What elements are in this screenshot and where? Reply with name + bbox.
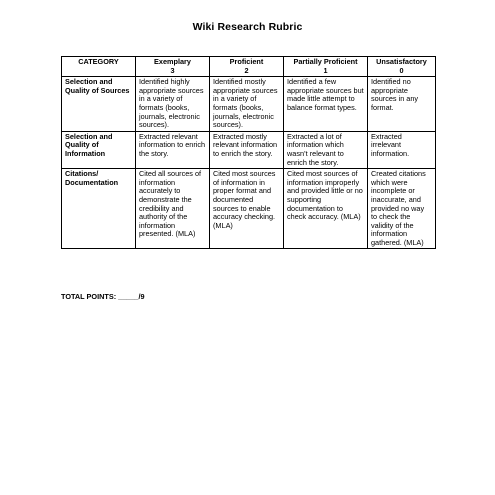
rubric-table xyxy=(61,56,436,249)
header-proficient xyxy=(210,57,284,77)
header-score: 0 xyxy=(399,65,404,75)
criteria-cell: Identified mostly appropriate sources in a variety of formats (books, journals, electronic sources). xyxy=(210,77,284,132)
document-title: Wiki Research Rubric xyxy=(192,21,303,33)
criteria-cell: Cited most sources of information in proper format and documented sources to enable accuracy checking. (MLA) xyxy=(210,169,284,249)
table-row xyxy=(62,131,436,168)
criteria-cell: Created citations which were incomplete or inaccurate, and provided no way to check the validity of the information gathered. (MLA) xyxy=(368,169,436,249)
table-row xyxy=(62,169,436,249)
category-cell: Citations/ Documentation xyxy=(62,169,136,249)
category-cell: Selection and Quality of Sources xyxy=(62,77,136,132)
header-label: Exemplary xyxy=(154,57,191,66)
criteria-cell: Extracted irrelevant information. xyxy=(368,131,436,168)
header-score: 1 xyxy=(323,65,328,75)
header-score: 2 xyxy=(244,65,249,75)
criteria-cell: Identified highly appropriate sources in a variety of formats (books, journals, electronic sources). xyxy=(136,77,210,132)
header-score: 3 xyxy=(170,65,175,75)
criteria-cell: Cited all sources of information accurately to demonstrate the credibility and authority of the information presented. (MLA) xyxy=(136,169,210,249)
criteria-cell: Extracted mostly relevant information to enrich the story. xyxy=(210,131,284,168)
header-label: Partially Proficient xyxy=(293,57,358,66)
header-partially-proficient xyxy=(284,57,368,77)
header-label: Proficient xyxy=(229,57,264,66)
header-unsatisfactory xyxy=(368,57,436,77)
table-row xyxy=(62,77,436,132)
criteria-cell: Identified a few appropriate sources but made little attempt to balance format types. xyxy=(284,77,368,132)
category-cell: Selection and Quality of Information xyxy=(62,131,136,168)
criteria-cell: Extracted relevant information to enrich the story. xyxy=(136,131,210,168)
header-row xyxy=(62,57,436,77)
header-category xyxy=(62,57,136,77)
criteria-cell: Identified no appropriate sources in any format. xyxy=(368,77,436,132)
criteria-cell: Cited most sources of information improperly and provided little or no supporting documentation to check accuracy. (MLA) xyxy=(284,169,368,249)
total-points: TOTAL POINTS: _____/9 xyxy=(61,292,145,301)
header-exemplary xyxy=(136,57,210,77)
header-label: CATEGORY xyxy=(78,57,119,66)
header-label: Unsatisfactory xyxy=(376,57,427,66)
criteria-cell: Extracted a lot of information which wasn’t relevant to enrich the story. xyxy=(284,131,368,168)
